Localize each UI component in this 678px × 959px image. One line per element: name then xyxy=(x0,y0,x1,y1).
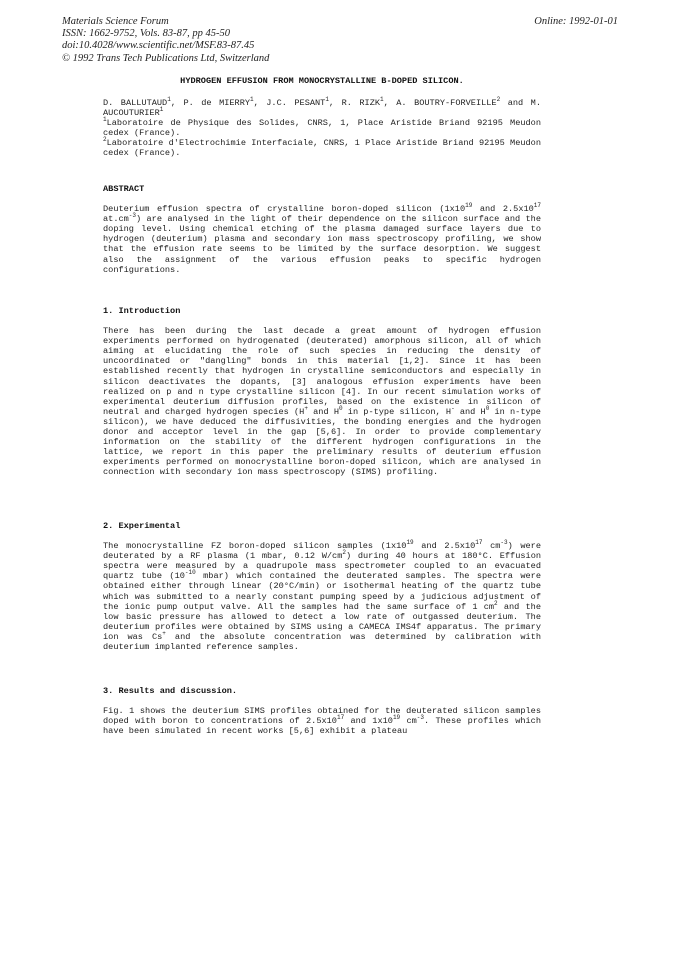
doi-line[interactable]: doi:10.4028/www.scientific.net/MSF.83-87.45 xyxy=(62,40,255,52)
results-text xyxy=(103,706,541,736)
experimental-heading: 2. Experimental xyxy=(103,521,181,531)
paper-title: HYDROGEN EFFUSION FROM MONOCRYSTALLINE B-DOPED SILICON. xyxy=(180,76,464,86)
abstract-text xyxy=(103,204,541,275)
text-run: There has been during the last decade a great amount of hydrogen effusion experiments performed on hydrogenated (deuterated) amorphous silicon, all of which aiming at elucidating the role of such species in reducing the density of uncoordinated or "dangling" bonds in this material [1,2]. Since it has been established recently that hydrogen in crystalline semiconductors and especially in silicon deactivates the dopants, [3] analogous effusion experiments have been realized on p and n type crystalline silicon [4]. In our recent simulation works of experimental deuterium diffusion profiles, based on the existence in silicon of neutral and charged hydrogen species (H xyxy=(103,326,541,417)
experimental-text xyxy=(103,541,541,652)
introduction-text xyxy=(103,326,541,477)
online-date: Online: 1992-01-01 xyxy=(534,16,618,27)
text-run: ) were deuterated by a RF plasma (1 mbar, 0.12 W/cm xyxy=(103,541,541,562)
superscript: 19 xyxy=(465,202,473,210)
affiliation-2 xyxy=(103,138,541,158)
affiliation-mark: 2 xyxy=(103,136,107,144)
affiliation-mark: 1 xyxy=(250,96,254,104)
affiliation-mark: 1 xyxy=(103,116,107,124)
text-run: and the absolute concentration was determined by calibration with deuterium implanted reference samples. xyxy=(103,631,541,653)
author: D. BALLUTAUD xyxy=(103,98,168,108)
text-run: ) are analysed in the light of their dependence on the silicon surface and the doping level. Using chemical etching of the plasma damaged surface layers due to hydrogen (deuterium) plasma and secondary ion mass spectroscopy profiling, we show that the effusion rate seems to be limited by the surface desorption. We suggest also the assignment of the various effusion peaks to specific hydrogen configurations. xyxy=(103,214,541,275)
author: , R. RIZK xyxy=(328,98,381,108)
text-run: ) during 40 hours at 180°C. Effusion spectra were measured by a quadrupole mass spectrometer coupled to an evacuated quartz tube (10 xyxy=(103,551,542,582)
text-run: and 2.5x10 xyxy=(472,204,534,215)
superscript: 17 xyxy=(336,714,345,722)
affiliation-text: Laboratoire de Physique des Solides, CNRS, 1, Place Aristide Briand 92195 Meudon cedex (France). xyxy=(103,118,541,139)
text-run: The monocrystalline FZ boron-doped silicon samples (1x10 xyxy=(103,541,407,552)
superscript: 2 xyxy=(494,599,498,607)
author: , P. de MIERRY xyxy=(170,98,251,108)
superscript: 19 xyxy=(392,714,401,722)
affiliation-mark: 2 xyxy=(496,96,501,104)
abstract-section xyxy=(103,184,541,275)
superscript: 17 xyxy=(475,539,483,547)
superscript: 0 xyxy=(485,404,490,412)
affiliation-mark: 1 xyxy=(167,96,171,104)
issn-line: ISSN: 1662-9752, Vols. 83-87, pp 45-50 xyxy=(62,28,230,40)
affiliation-mark: 1 xyxy=(380,96,384,104)
text-run: and H xyxy=(307,406,339,417)
superscript: -10 xyxy=(184,569,196,577)
text-run: and H xyxy=(454,406,486,417)
superscript: 17 xyxy=(533,202,541,210)
superscript: -3 xyxy=(416,714,424,722)
affiliation-1 xyxy=(103,118,541,138)
author-block xyxy=(103,98,541,159)
experimental-section xyxy=(103,521,541,652)
journal-name: Materials Science Forum xyxy=(62,16,169,27)
text-run: cm xyxy=(482,541,501,552)
introduction-section xyxy=(103,306,541,478)
text-run: and 2.5x10 xyxy=(413,541,476,552)
text-run: Fig. 1 shows the deuterium SIMS profiles obtained for the deuterated silicon samples doped with boron to concentrations of 2.5x10 xyxy=(103,706,541,727)
text-run: mbar) which contained the deuterated samples. The spectra were obtained either through linear (20°C/min) or isothermal heating of the quartz tube which was submitted to a nearly constant pumping speed by a judicious adjustment of the ionic pump output valve. All the samples had the same surface of 1 cm xyxy=(103,571,541,612)
text-run: cm xyxy=(400,716,417,727)
text-run: at.cm xyxy=(103,214,129,225)
text-run: and 1x10 xyxy=(344,716,393,727)
text-run: in p-type silicon, H xyxy=(342,406,452,417)
author: , J.C. PESANT xyxy=(253,98,326,108)
superscript: 2 xyxy=(342,549,346,557)
results-heading: 3. Results and discussion. xyxy=(103,686,238,696)
superscript: -3 xyxy=(128,212,136,220)
text-run: . These profiles which have been simulated in recent works [5,6] exhibit a plateau xyxy=(103,716,541,737)
introduction-heading: 1. Introduction xyxy=(103,306,181,316)
affiliation-text: Laboratoire d'Electrochimie Interfaciale, CNRS, 1 Place Aristide Briand 92195 Meudon cedex (France). xyxy=(103,138,541,159)
superscript: + xyxy=(304,404,308,412)
author-list xyxy=(103,98,541,118)
results-section xyxy=(103,686,541,736)
publication-header xyxy=(62,16,618,65)
author-conjunction: and xyxy=(500,98,524,108)
copyright-line: © 1992 Trans Tech Publications Ltd, Switzerland xyxy=(62,52,270,64)
superscript: - xyxy=(451,404,455,412)
author: M. AUCOUTURIER xyxy=(103,98,541,119)
superscript: + xyxy=(162,630,166,638)
text-run: and the low basic pressure has allowed to detect a low rate of outgassed deuterium. The deuterium profiles were obtained by SIMS using a CAMECA IMS4f apparatus. The primary ion was Cs xyxy=(103,601,541,642)
author: , A. BOUTRY-FORVEILLE xyxy=(383,98,497,108)
superscript: -3 xyxy=(500,539,508,547)
text-run: Deuterium effusion spectra of crystalline boron-doped silicon (1x10 xyxy=(103,204,466,215)
abstract-heading: ABSTRACT xyxy=(103,184,145,194)
affiliation-mark: 1 xyxy=(325,96,329,104)
affiliation-mark: 1 xyxy=(159,106,164,114)
superscript: 0 xyxy=(338,404,343,412)
text-run: in n-type silicon), we have deduced the diffusivities, the bonding energies and the hydrogen donor and acceptor level in the gap [5,6]. In order to provide complementary information on the stability of the different hydrogen configurations in the lattice, we report in this paper the preliminary results of deuterium effusion experiments performed on monocrystalline boron-doped silicon, which are analysed in connection with secondary ion mass spectroscopy (SIMS) profiling. xyxy=(103,406,541,478)
superscript: 19 xyxy=(406,539,414,547)
